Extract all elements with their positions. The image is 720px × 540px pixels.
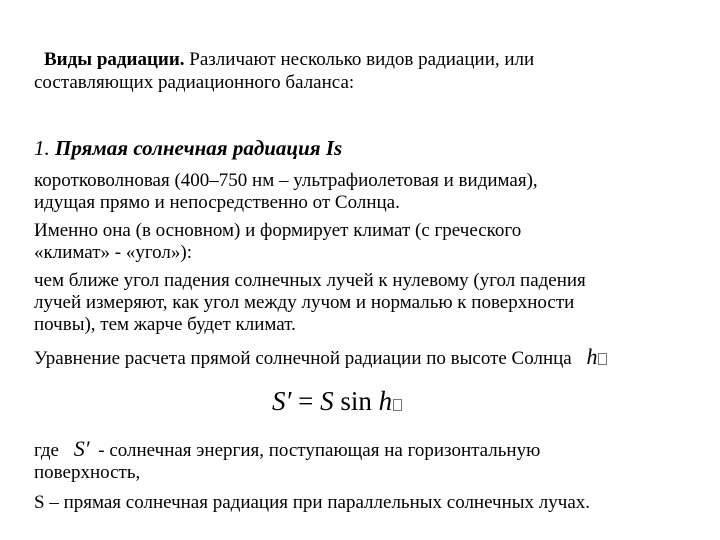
- paragraph-4-text: Уравнение расчета прямой солнечной радиации по высоте Солнца: [34, 348, 572, 369]
- formula: [272, 386, 402, 417]
- where-label: где: [34, 440, 59, 461]
- height-symbol: h: [586, 344, 598, 369]
- formula-s: S: [320, 386, 334, 416]
- missing-glyph-box: [598, 353, 607, 365]
- formula-sin: sin: [333, 386, 379, 416]
- intro-text-1: Различают несколько видов радиации, или: [184, 49, 535, 70]
- formula-lhs: S′: [272, 386, 292, 416]
- formula-equals: =: [291, 386, 321, 416]
- missing-glyph-box: [393, 399, 402, 411]
- paragraph-3-line-1: чем ближе угол падения солнечных лучей к нулевому (угол падения: [34, 270, 586, 291]
- definition-1-text: - солнечная энергия, поступающая на горизонтальную: [93, 440, 541, 461]
- intro-line-1: [44, 49, 704, 70]
- section-number: 1.: [34, 136, 50, 160]
- definition-symbol: S′: [73, 436, 90, 461]
- paragraph-3-line-3: почвы), тем жарче будет климат.: [34, 314, 296, 335]
- formula-h: h: [378, 386, 393, 416]
- paragraph-1-line-1: коротковолновая (400–750 нм – ультрафиолетовая и видимая),: [34, 170, 538, 191]
- paragraph-2-line-1: Именно она (в основном) и формирует климат (с греческого: [34, 220, 522, 241]
- section-title-text: Прямая солнечная радиация Is: [49, 136, 343, 160]
- intro-heading: Виды радиации.: [44, 49, 185, 70]
- paragraph-4: [34, 346, 694, 369]
- paragraph-1-line-2: идущая прямо и непосредственно от Солнца.: [34, 192, 400, 213]
- definition-2: S – прямая солнечная радиация при параллельных солнечных лучах.: [34, 492, 591, 513]
- intro-line-2: составляющих радиационного баланса:: [34, 72, 355, 93]
- paragraph-3-line-2: лучей измеряют, как угол между лучом и нормалью к поверхности: [34, 292, 575, 313]
- section-title: [34, 136, 694, 160]
- definition-1-line-2: поверхность,: [34, 462, 141, 483]
- definition-1-line-1: [34, 438, 694, 461]
- paragraph-2-line-2: «климат» - «угол»):: [34, 242, 193, 263]
